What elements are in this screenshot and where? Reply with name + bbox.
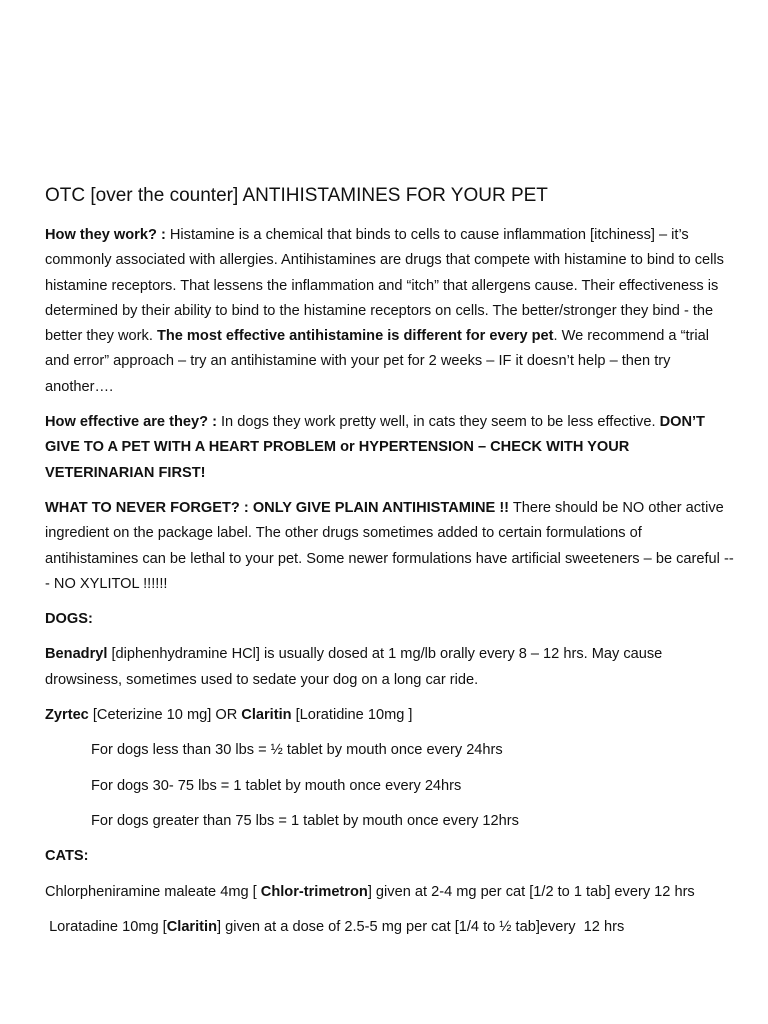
benadryl-name: Benadryl	[45, 646, 108, 663]
dose-large-dogs: For dogs greater than 75 lbs = 1 tablet by mouth once every 12hrs	[91, 812, 519, 829]
dose-small-dogs: For dogs less than 30 lbs = ½ tablet by mouth once every 24hrs	[91, 742, 503, 759]
never-forget-label: WHAT TO NEVER FORGET? : ONLY GIVE PLAIN ANTIHISTAMINE !!	[45, 499, 510, 516]
heart-warning: DON’T GIVE TO A PET WITH A HEART PROBLEM or HYPERTENSION – CHECK WITH YOUR VETERINARIAN FIRST!	[45, 414, 705, 481]
claritin-text: [Loratidine 10mg ]	[291, 707, 413, 724]
how-effective-text: In dogs they work pretty well, in cats they seem to be less effective.	[216, 414, 656, 431]
cat-claritin-name: Claritin	[166, 918, 217, 935]
dogs-heading: DOGS:	[45, 611, 93, 628]
lora-pre: Loratadine 10mg [	[45, 918, 167, 935]
loratadine-paragraph	[45, 915, 735, 940]
chlor-post: ] given at 2-4 mg per cat [1/2 to 1 tab] every 12 hrs	[367, 883, 695, 900]
chlorpheniramine-paragraph	[45, 880, 735, 905]
zyrtec-claritin-line	[45, 703, 735, 728]
cats-heading: CATS:	[45, 848, 89, 865]
never-forget-paragraph	[45, 496, 735, 597]
document-page	[45, 183, 735, 950]
how-effective-label: How effective are they? :	[45, 414, 217, 431]
how-they-work-text: Histamine is a chemical that binds to cells to cause inflammation [itchiness] – it’s commonly associated with allergies. Antihistamines are drugs that compete with histamine to bind to cells histamine receptors. That lessens the inflammation and “itch” that allergens cause. Their effectiveness is determined by their ability to bind to the histamine receptors on cells. The better/stronger they bind - the better they work.	[45, 227, 724, 345]
how-effective-paragraph	[45, 410, 735, 486]
zyrtec-name: Zyrtec	[45, 707, 89, 724]
chlor-pre: Chlorpheniramine maleate 4mg [	[45, 883, 261, 900]
dose-medium-dogs: For dogs 30- 75 lbs = 1 tablet by mouth once every 24hrs	[91, 777, 462, 794]
chlor-trimetron-name: Chlor-trimetron	[260, 883, 368, 900]
lora-post: ] given at a dose of 2.5-5 mg per cat [1/4 to ½ tab]every 12 hrs	[217, 918, 625, 935]
claritin-name: Claritin	[241, 707, 292, 724]
benadryl-paragraph	[45, 642, 735, 693]
benadryl-text: [diphenhydramine HCl] is usually dosed at 1 mg/lb orally every 8 – 12 hrs. May cause drowsiness, sometimes used to sedate your dog on a long car ride.	[45, 646, 663, 688]
never-forget-text: There should be NO other active ingredient on the package label. The other drugs sometimes added to certain formulations of antihistamines can be lethal to your pet. Some newer formulations have artificial sweeteners – be careful --- NO XYLITOL !!!!!!	[45, 499, 734, 592]
zyrtec-text: [Ceterizine 10 mg] OR	[88, 707, 242, 724]
how-they-work-paragraph	[45, 223, 735, 400]
most-effective-note: The most effective antihistamine is different for every pet	[156, 328, 554, 345]
trial-error-text: . We recommend a “trial and error” approach – try an antihistamine with your pet for 2 weeks – IF it doesn’t help – then try another….	[45, 328, 709, 395]
document-title: OTC [over the counter] ANTIHISTAMINES FOR YOUR PET	[45, 185, 548, 206]
how-they-work-label: How they work? :	[45, 227, 166, 243]
